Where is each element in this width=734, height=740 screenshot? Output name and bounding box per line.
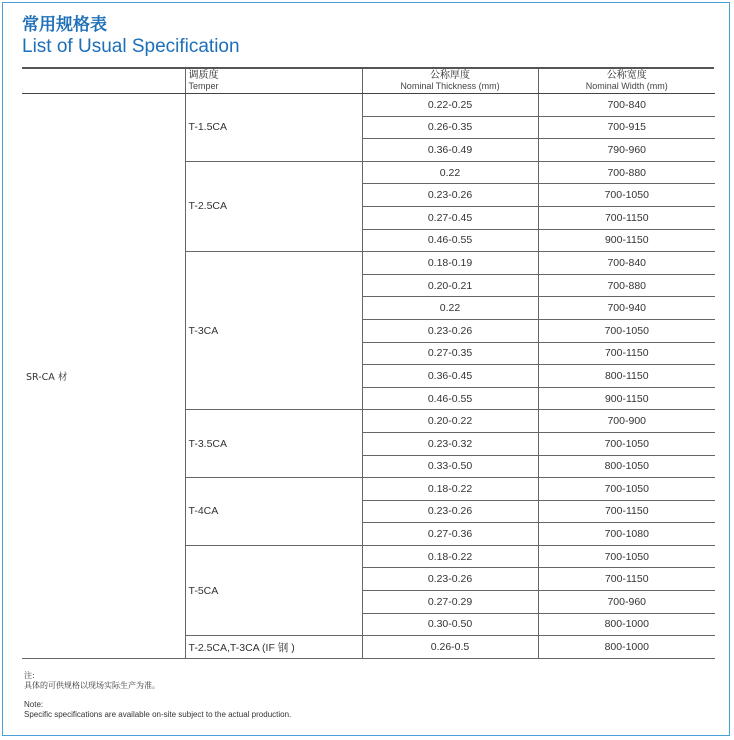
note-text-en: Specific specifications are available on-site subject to the actual production. — [24, 710, 292, 719]
thickness-cell: 0.46-0.55 — [362, 387, 538, 410]
thickness-cell: 0.46-0.55 — [362, 229, 538, 252]
thickness-cell: 0.26-0.5 — [362, 636, 538, 659]
width-cell: 700-1150 — [538, 568, 715, 591]
width-cell: 700-1050 — [538, 545, 715, 568]
header-thickness-en: Nominal Thickness (mm) — [400, 81, 500, 91]
temper-cell: T-4CA — [185, 478, 362, 546]
width-cell: 700-915 — [538, 116, 715, 139]
width-cell: 700-1150 — [538, 500, 715, 523]
thickness-cell: 0.22 — [362, 161, 538, 184]
thickness-cell: 0.26-0.35 — [362, 116, 538, 139]
note-text-cn: 具体的可供规格以现场实际生产为准。 — [24, 681, 160, 690]
width-cell: 700-840 — [538, 94, 715, 117]
header-temper-en: Temper — [188, 81, 219, 91]
header-width — [538, 69, 715, 94]
width-cell: 900-1150 — [538, 387, 715, 410]
specification-table — [22, 69, 715, 659]
width-cell: 700-1050 — [538, 184, 715, 207]
width-cell: 700-1050 — [538, 478, 715, 501]
thickness-cell: 0.23-0.26 — [362, 319, 538, 342]
width-cell: 800-1050 — [538, 455, 715, 478]
thickness-cell: 0.36-0.45 — [362, 365, 538, 388]
thickness-cell: 0.36-0.49 — [362, 139, 538, 162]
notes — [24, 671, 291, 720]
thickness-cell: 0.22-0.25 — [362, 94, 538, 117]
width-cell: 700-880 — [538, 274, 715, 297]
thickness-cell: 0.27-0.36 — [362, 523, 538, 546]
header-material — [22, 69, 185, 94]
note-label-en: Note: — [24, 700, 44, 709]
width-cell: 790-960 — [538, 139, 715, 162]
thickness-cell: 0.23-0.26 — [362, 184, 538, 207]
temper-cell: T-3CA — [185, 252, 362, 410]
thickness-cell: 0.27-0.45 — [362, 206, 538, 229]
temper-cell: T-5CA — [185, 545, 362, 635]
header-temper-cn: 调质度 — [188, 70, 219, 81]
width-cell: 700-1050 — [538, 432, 715, 455]
thickness-cell: 0.18-0.22 — [362, 545, 538, 568]
width-cell: 800-1000 — [538, 613, 715, 636]
thickness-cell: 0.27-0.29 — [362, 591, 538, 614]
temper-cell: T-3.5CA — [185, 410, 362, 478]
width-cell: 900-1150 — [538, 229, 715, 252]
width-cell: 800-1000 — [538, 636, 715, 659]
thickness-cell: 0.23-0.26 — [362, 568, 538, 591]
width-cell: 700-1080 — [538, 523, 715, 546]
temper-cell: T-1.5CA — [185, 94, 362, 162]
width-cell: 700-940 — [538, 297, 715, 320]
width-cell: 700-1050 — [538, 319, 715, 342]
thickness-cell: 0.20-0.21 — [362, 274, 538, 297]
thickness-cell: 0.23-0.32 — [362, 432, 538, 455]
width-cell: 700-1150 — [538, 206, 715, 229]
thickness-cell: 0.30-0.50 — [362, 613, 538, 636]
table-body — [22, 94, 715, 659]
thickness-cell: 0.22 — [362, 297, 538, 320]
temper-cell: T-2.5CA — [185, 161, 362, 251]
width-cell: 700-840 — [538, 252, 715, 275]
note-label-cn: 注: — [24, 671, 35, 680]
width-cell: 800-1150 — [538, 365, 715, 388]
thickness-cell: 0.20-0.22 — [362, 410, 538, 433]
thickness-cell: 0.27-0.35 — [362, 342, 538, 365]
thickness-cell: 0.33-0.50 — [362, 455, 538, 478]
thickness-cell: 0.23-0.26 — [362, 500, 538, 523]
header-temper — [185, 69, 362, 94]
width-cell: 700-880 — [538, 161, 715, 184]
width-cell: 700-960 — [538, 591, 715, 614]
header-thickness-cn: 公称厚度 — [430, 70, 470, 81]
header-width-cn: 公称宽度 — [606, 70, 647, 81]
thickness-cell: 0.18-0.19 — [362, 252, 538, 275]
title-chinese: 常用规格表 — [22, 15, 107, 35]
table-row — [22, 94, 715, 117]
width-cell: 700-1150 — [538, 342, 715, 365]
title-english: List of Usual Specification — [22, 36, 240, 57]
temper-cell: T-2.5CA,T-3CA (IF 钢 ) — [185, 636, 362, 659]
material-cell: SR-CA 材 — [22, 94, 185, 659]
thickness-cell: 0.18-0.22 — [362, 478, 538, 501]
table-header-row — [22, 69, 715, 94]
width-cell: 700-900 — [538, 410, 715, 433]
header-width-en: Nominal Width (mm) — [585, 81, 668, 91]
header-thickness — [362, 69, 538, 94]
